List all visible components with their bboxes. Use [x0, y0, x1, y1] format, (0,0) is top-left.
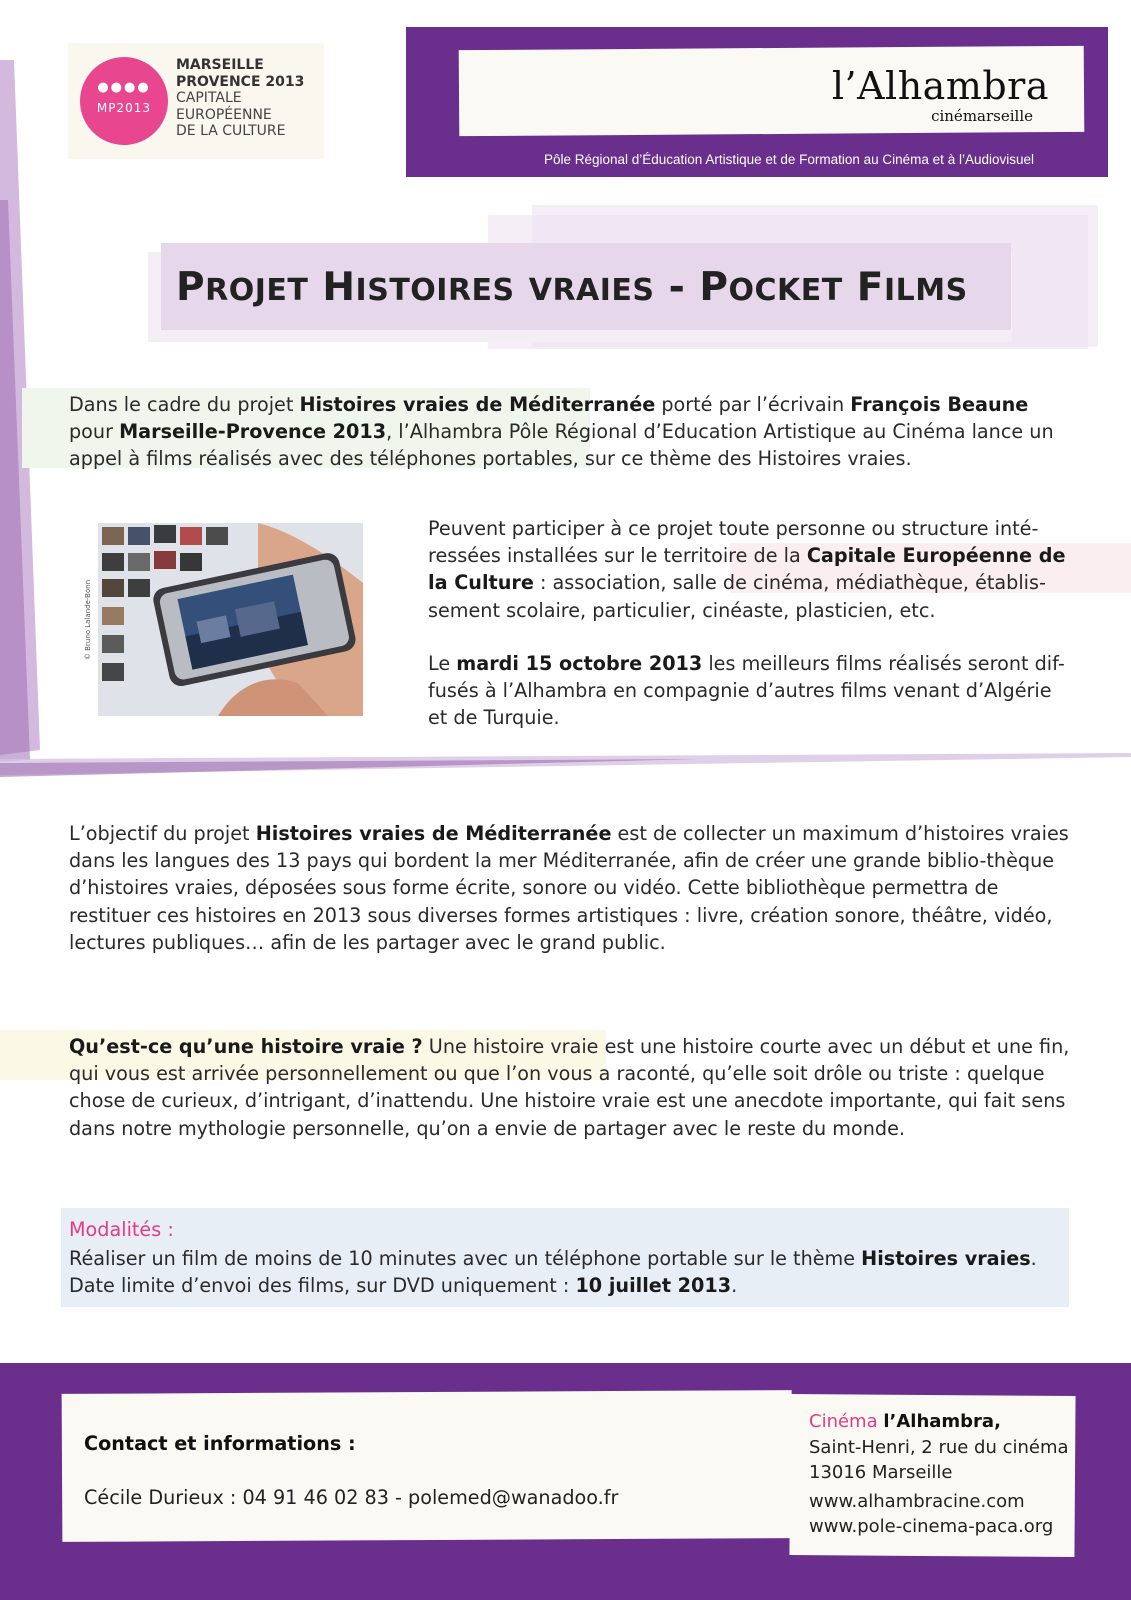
- mp-line-3: CAPITALE: [176, 90, 242, 106]
- address-line-1: Saint-Henri, 2 rue du cinéma: [809, 1436, 1069, 1458]
- header-tagline-text: Pôle Régional d’Éducation Artistique et de Formation au Cinéma et à l’Audiovisuel: [543, 152, 1034, 167]
- footer-contact-card: [62, 1390, 793, 1542]
- website-link-1[interactable]: www.alhambracine.com: [809, 1490, 1025, 1512]
- cinema-name-line: Cinéma l’Alhambra,: [809, 1411, 1001, 1432]
- mp-line-2: PROVENCE 2013: [176, 73, 305, 90]
- website-link-2[interactable]: www.pole-cinema-paca.org: [809, 1516, 1054, 1538]
- definition-paragraph: Qu’est-ce qu’une histoire vraie ? Une histoire vraie est une histoire courte avec un début et une fin, qui vous est arrivée personnellement ou que l’on vous a raconté, qu’elle soit drôle ou triste : quelque chose de curieux, d’intrigant, d’inattendu. Une histoire vraie est une anecdote importante, qui fait sens dans notre mythologie personnelle, qu’on a envie de partager avec le reste du monde.: [69, 1035, 1070, 1140]
- phone-photo-image: [98, 523, 363, 716]
- modalites-line-1: Réaliser un film de moins de 10 minutes avec un téléphone portable sur le thème Histoires vraies.: [69, 1247, 1037, 1270]
- mp-line-1: MARSEILLE: [176, 57, 264, 73]
- page-title: PROJET HISTOIRES VRAIES - POCKET FILMS: [176, 265, 968, 310]
- modalites-heading: Modalités :: [69, 1218, 174, 1241]
- mp2013-code: MP2013: [96, 101, 152, 115]
- modalites-line-2: Date limite d’envoi des films, sur DVD uniquement : 10 juillet 2013.: [69, 1274, 738, 1297]
- mp2013-text: [176, 57, 304, 140]
- mp-line-5: DE LA CULTURE: [176, 123, 286, 139]
- address-line-2: 13016 Marseille: [809, 1462, 953, 1484]
- header-tagline: [406, 152, 1108, 167]
- photo-credit: © Bruno Lalande-Bonn: [84, 579, 92, 660]
- participants-paragraph: Peuvent participer à ce projet toute personne ou structure inté-ressées installées sur le territoire de la Capitale Européenne de la Culture : association, salle de cinéma, médiathèque, établis-sement scolaire, particulier, cinéaste, plasticien, etc.: [428, 517, 1066, 622]
- phone-photo: [98, 523, 363, 716]
- objective-paragraph: L’objectif du projet Histoires vraies de Méditerranée est de collecter un maximum d’histoires vraies dans les langues des 13 pays qui bordent la mer Méditerranée, afin de créer une grande biblio-thèque d’histoires vraies, déposées sous forme écrite, sonore ou vidéo. Cette bibliothèque permettra de restituer ces histoires en 2013 sous diverses formes artistiques : livre, création sonore, théâtre, vidéo, lectures publiques… afin de les partager avec le grand public.: [69, 822, 1069, 954]
- alhambra-logo-sub: cinémarseille: [931, 107, 1033, 125]
- screening-paragraph: Le mardi 15 octobre 2013 les meilleurs films réalisés seront dif-fusés à l’Alhambra en compagnie d’autres films venant d’Algérie et de Turquie.: [428, 652, 1065, 730]
- mp2013-dots: ●●●●: [97, 80, 151, 95]
- contact-heading: Contact et informations :: [84, 1432, 356, 1455]
- purple-divider-swoosh: [0, 735, 1131, 795]
- cinema-address: [809, 1409, 1069, 1540]
- alhambra-logo-name: l’Alhambra: [831, 64, 1049, 108]
- mp-line-4: EUROPÉENNE: [176, 106, 272, 123]
- contact-line: Cécile Durieux : 04 91 46 02 83 - polemed@wanadoo.fr: [84, 1486, 619, 1509]
- intro-paragraph: Dans le cadre du projet Histoires vraies de Méditerranée porté par l’écrivain François Beaune pour Marseille-Provence 2013, l’Alhambra Pôle Régional d’Education Artistique au Cinéma lance un appel à films réalisés avec des téléphones portables, sur ce thème des Histoires vraies.: [69, 393, 1054, 471]
- mp2013-circle-icon: [80, 57, 168, 145]
- mp2013-logo: [68, 43, 324, 159]
